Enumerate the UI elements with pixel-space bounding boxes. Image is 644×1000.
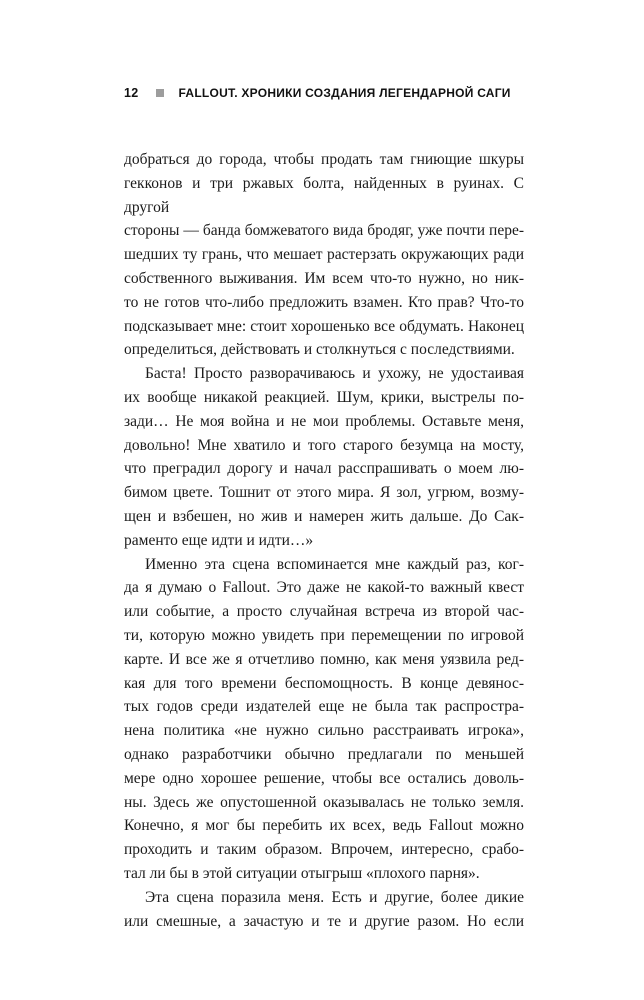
- text-line: то не готов что-либо предложить взамен. Кто прав? Что-то: [124, 293, 524, 311]
- text-line: ти, которую можно увидеть при перемещении по игровой: [124, 626, 524, 644]
- text-line: Эта сцена поразила меня. Есть и другие, более дикие: [145, 888, 524, 906]
- text-line: или событие, а просто случайная встреча из второй час-: [124, 603, 524, 621]
- text-line: Конечно, я мог бы перебить их всех, ведь Fallout можно: [124, 817, 524, 835]
- text-line: зади… Не моя война и не мои проблемы. Оставьте меня,: [124, 412, 524, 430]
- text-line: что преградил дорогу и начал расспрашивать о моем лю-: [124, 460, 524, 478]
- text-line: мере одно хорошее решение, чтобы все остались доволь-: [124, 769, 524, 787]
- text-line: однако разработчики обычно предлагали по меньшей: [124, 745, 524, 763]
- text-block: [124, 148, 524, 933]
- text-line: стороны — банда бомжеватого вида бродяг, уже почти пере-: [124, 222, 524, 240]
- text-line: кая для того времени беспомощность. В конце девянос-: [124, 674, 524, 692]
- text-line: да я думаю о Fallout. Это даже не какой-то важный квест: [124, 579, 524, 597]
- text-line: Баста! Просто разворачиваюсь и ухожу, не удостаивая: [145, 365, 524, 383]
- text-line: определиться, действовать и столкнуться с последствиями.: [124, 341, 515, 359]
- header-separator-square-icon: [156, 89, 164, 97]
- text-line: подсказывает мне: стоит хорошенько все обдумать. Наконец: [124, 317, 524, 335]
- text-line: тых годов среди издателей еще не была так распростра-: [124, 698, 524, 716]
- text-line: проходить и таким образом. Впрочем, интересно, срабо-: [124, 841, 524, 859]
- running-head: [124, 85, 511, 101]
- header-book-title: FALLOUT. ХРОНИКИ СОЗДАНИЯ ЛЕГЕНДАРНОЙ САГИ: [178, 86, 511, 100]
- text-line: карте. И все же я отчетливо помню, как меня уязвила ред-: [124, 650, 524, 668]
- text-line: собственного выживания. Им всем что-то нужно, но ник-: [124, 269, 524, 287]
- text-line: довольно! Мне хватило и того старого безумца на мосту,: [124, 436, 524, 454]
- page-number: 12: [124, 86, 139, 100]
- text-line: раменто еще идти и идти…»: [124, 531, 314, 549]
- text-line: нена политика «не нужно сильно расстраивать игрока»,: [124, 722, 524, 740]
- text-line: шедших ту грань, что мешает растерзать окружающих ради: [124, 246, 524, 264]
- text-line: их вообще никакой реакцией. Шум, крики, выстрелы по-: [124, 388, 524, 406]
- text-line: ны. Здесь же опустошенной оказывалась не только земля.: [124, 793, 524, 811]
- text-line: добраться до города, чтобы продать там гниющие шкуры: [124, 151, 524, 168]
- text-line: Именно эта сцена вспоминается мне каждый раз, ког-: [145, 555, 524, 573]
- text-line: или смешные, а зачастую и те и другие разом. Но если: [124, 912, 524, 930]
- text-line: тал ли бы в этой ситуации отыгрыш «плохого парня».: [124, 864, 480, 882]
- text-line: щен и взбешен, но жив и намерен жить дальше. До Сак-: [124, 507, 524, 525]
- text-line: бимом цвете. Тошнит от этого мира. Я зол, угрюм, возму-: [124, 484, 524, 502]
- text-line: гекконов и три ржавых болта, найденных в руинах. С другой: [124, 174, 524, 216]
